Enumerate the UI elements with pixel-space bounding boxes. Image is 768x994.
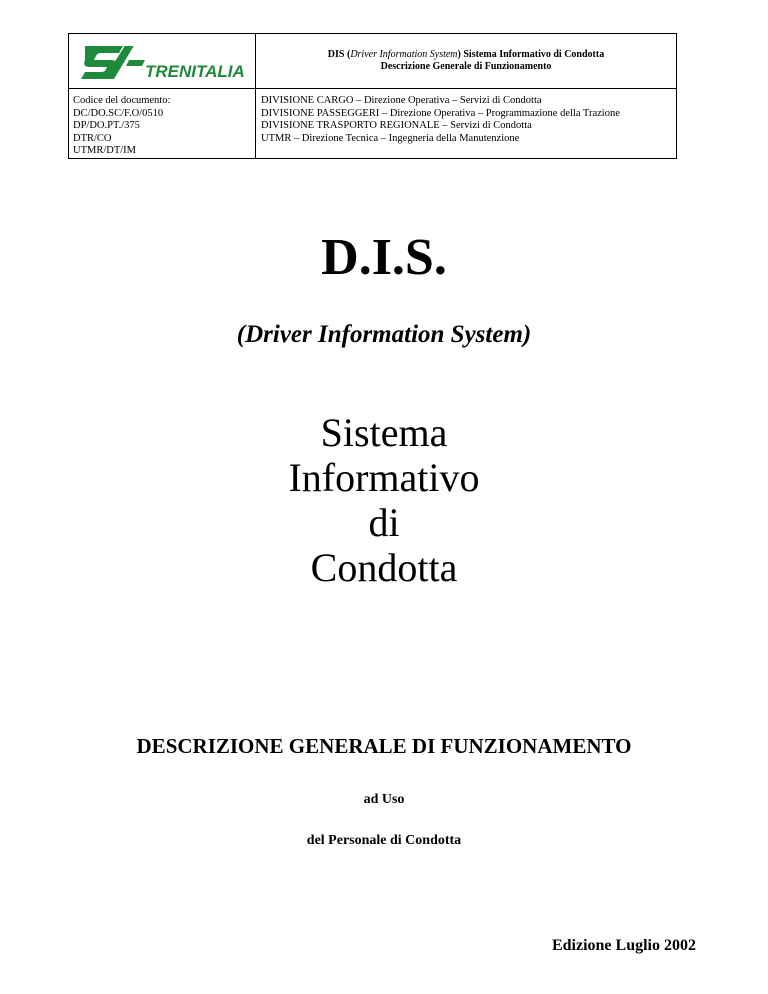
header-horizontal-divider — [69, 88, 676, 89]
division-line: DIVISIONE TRASPORTO REGIONALE – Servizi di Condotta — [261, 120, 532, 131]
title-line-2: Descrizione Generale di Funzionamento — [380, 61, 552, 72]
header-title: DIS (Driver Information System) Sistema Informativo di Condotta Descrizione Generale di Funzionamento — [327, 49, 605, 72]
personale-text: del Personale di Condotta — [306, 833, 462, 848]
division-line: DIVISIONE CARGO – Direzione Operativa – Servizi di Condotta — [261, 95, 542, 106]
document-code-cell — [73, 95, 251, 158]
main-title — [0, 410, 768, 590]
trenitalia-logo — [79, 39, 249, 85]
title-acronym: DIS — [327, 49, 345, 60]
code-line: UTMR/DT/IM — [73, 145, 136, 156]
ad-uso-text: ad Uso — [363, 792, 405, 807]
code-line: DC/DO.SC/F.O/0510 — [73, 107, 164, 119]
code-line: DP/DO.PT./375 — [73, 120, 140, 131]
title-italic: Driver Information System — [350, 49, 458, 60]
main-title-line: Informativo — [288, 455, 480, 500]
title-rest: Sistema Informativo di Condotta — [463, 49, 605, 60]
divisions-cell — [261, 95, 673, 145]
division-line: UTMR – Direzione Tecnica – Ingegneria della Manutenzione — [261, 132, 520, 144]
main-title-line: Condotta — [310, 545, 458, 590]
code-label: Codice del documento: — [73, 95, 171, 106]
main-title-line: Sistema — [320, 410, 448, 455]
division-line: DIVISIONE PASSEGGERI – Direzione Operativa – Programmazione della Trazione — [261, 107, 620, 119]
main-acronym: D.I.S. — [321, 229, 447, 286]
document-header — [68, 33, 677, 159]
document-description: DESCRIZIONE GENERALE DI FUNZIONAMENTO — [136, 734, 632, 758]
main-subtitle: (Driver Information System) — [236, 321, 532, 348]
code-line: DTR/CO — [73, 132, 112, 144]
main-title-line: di — [368, 500, 400, 545]
logo-wordmark: TRENITALIA — [145, 62, 245, 81]
edition-text: Edizione Luglio 2002 — [551, 937, 696, 954]
